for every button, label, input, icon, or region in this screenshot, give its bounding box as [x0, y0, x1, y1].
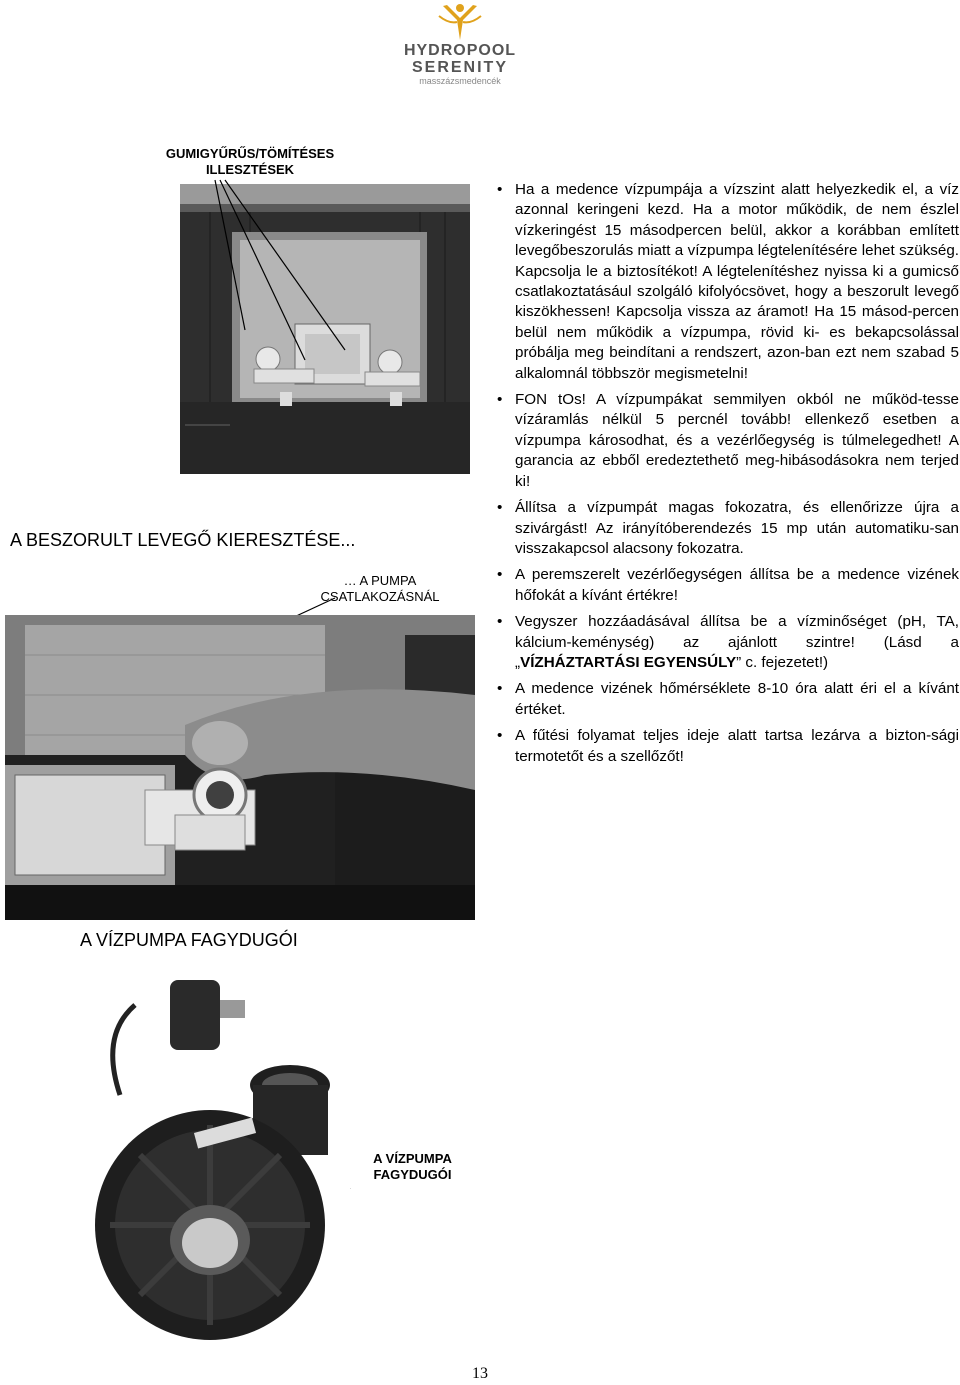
logo-subtitle: masszázsmedencék	[419, 76, 501, 86]
list-item: • Állítsa a vízpumpát magas fokozatra, és ellenőrizze újra a szivárgást! Az irányítóberendezés 15 mp után automatiku-san visszakapcsol alacsony fokozatra.	[493, 498, 959, 559]
photo2-caption-line1: … A PUMPA	[343, 573, 417, 588]
list-item-bold-text: VÍZHÁZTARTÁSI EGYENSÚLY	[520, 653, 737, 671]
pump-freeze-plugs-photo	[95, 975, 350, 1345]
photo3-caption	[330, 1151, 495, 1183]
page-number: 13	[472, 1365, 488, 1382]
list-item: • Ha a medence vízpumpája a vízszint alatt helyezkedik el, a víz azonnal keringeni kezd. Ha a motor működik, de nem észlel vízkeringést 15 másodpercen belül, akkor a korábban említett levegőbeszorulás miatt a vízpumpa légtelenítésére lehet szükség. Kapcsolja le a biztosítékot! A légtelenítéshez nyissa ki a gumicső csatlakoztatásául szolgáló kifolyócsövet, hogy a beszorult levegő kiszökhessen! Kapcsolja vissza az áramot! Ha 15 másod-percen belül nem működik a vízpumpa, rövid ki- es bekapcsolással próbálja meg beindítani a rendszert, azon-ban ezt nem szabad 5 alkalomnál többször megismetelni!	[493, 180, 959, 384]
photo2-caption	[300, 573, 460, 605]
photo1-caption-line2: ILLESZTÉSEK	[205, 162, 295, 177]
logo-text-serenity: SERENITY	[411, 59, 508, 76]
logo-text-hydropool: HYDROPOOL	[403, 42, 517, 59]
list-item: • A peremszerelt vezérlőegységen állítsa be a medence vizének hőfokát a kívánt értékre!	[493, 565, 959, 606]
list-item: • A fűtési folyamat teljes ideje alatt tartsa lezárva a bizton-sági termotetőt és a szellőzőt!	[493, 726, 959, 767]
pump-connection-photo	[5, 615, 475, 920]
list-item: • A medence vizének hőmérséklete 8-10 óra alatt éri el a kívánt értéket.	[493, 679, 959, 720]
photo3-caption-line2: FAGYDUGÓI	[373, 1167, 452, 1182]
list-item: • FON tOs! A vízpumpákat semmilyen okból ne működ-tesse vízáramlás nélkül 5 percnél tovább! ellenkező esetben a vízpumpa károsodhat, és a vezérlőegység is túlmelegedhet! A garancia az ebből eredeztethető meg-hibásodásokra nem terjed ki!	[493, 390, 959, 492]
photo1-caption-line1: GUMIGYŰRŰS/TÖMÍTÉSES	[165, 146, 335, 161]
section-heading: A BESZORULT LEVEGŐ KIERESZTÉSE...	[10, 530, 356, 550]
photo3-caption-line1: A VÍZPUMPA	[373, 1151, 452, 1166]
list-item-text: Vegyszer hozzáadásával állítsa be a vízminőséget (pH, TA, kálcium-keménység) az ajánlott szintre! (Lásd a „	[515, 613, 959, 671]
freeze-plugs-heading: A VÍZPUMPA FAGYDUGÓI	[80, 930, 298, 950]
list-item	[493, 612, 959, 673]
list-item-text: ” c. fejezetet!)	[736, 653, 829, 671]
instruction-list	[493, 180, 959, 773]
photo2-caption-line2: CSATLAKOZÁSNÁL	[320, 589, 440, 604]
